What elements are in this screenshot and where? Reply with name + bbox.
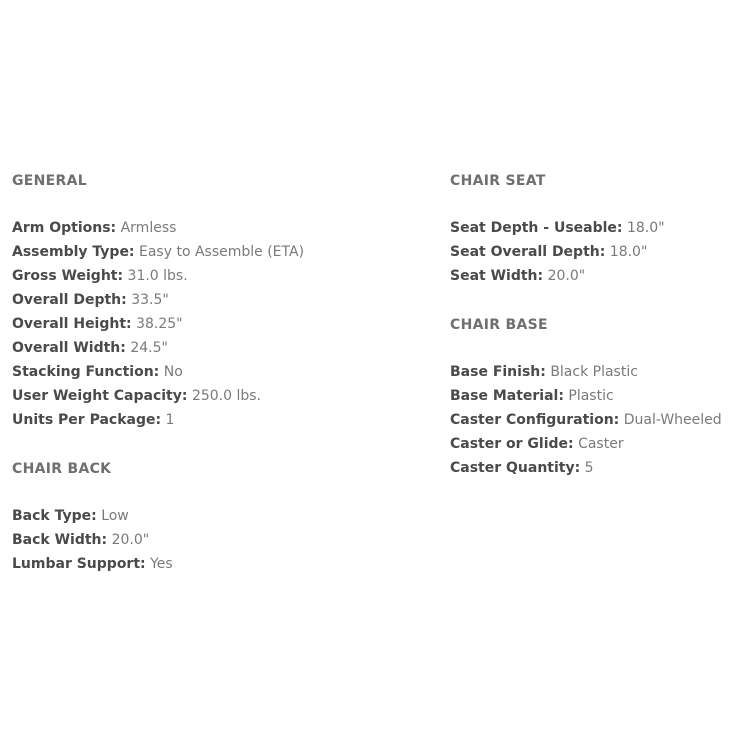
- spec-label: Caster Configuration:: [450, 412, 620, 428]
- spec-value: 5: [584, 460, 594, 476]
- spec-label: Seat Depth - Useable:: [450, 220, 623, 236]
- spec-list: [12, 216, 432, 432]
- spec-row-units-per-package: [12, 408, 432, 432]
- spec-label: Overall Depth:: [12, 292, 127, 308]
- spec-value: Caster: [578, 436, 624, 452]
- spec-row-back-width: [12, 528, 432, 552]
- spec-list: [450, 216, 748, 288]
- section-heading: CHAIR BASE: [450, 317, 548, 333]
- spec-value: 20.0": [111, 532, 150, 548]
- spec-value: 1: [165, 412, 175, 428]
- spec-row-user-weight-capacity: [12, 384, 432, 408]
- spec-row-gross-weight: [12, 264, 432, 288]
- spec-label: Stacking Function:: [12, 364, 160, 380]
- section-chair-base: [450, 316, 748, 480]
- spec-label: Units Per Package:: [12, 412, 162, 428]
- section-heading: CHAIR BACK: [12, 461, 112, 477]
- spec-value: 24.5": [130, 340, 168, 356]
- spec-row-overall-width: [12, 336, 432, 360]
- spec-value: 250.0 lbs.: [191, 388, 261, 404]
- spec-label: Assembly Type:: [12, 244, 135, 260]
- spec-value: Easy to Assemble (ETA): [139, 244, 305, 260]
- spec-value: 33.5": [131, 292, 169, 308]
- spec-label: Caster Quantity:: [450, 460, 581, 476]
- spec-label: Base Material:: [450, 388, 564, 404]
- spec-label: Overall Width:: [12, 340, 126, 356]
- spec-value: Low: [101, 508, 129, 524]
- spec-value: 31.0 lbs.: [127, 268, 188, 284]
- spec-label: Back Width:: [12, 532, 108, 548]
- spec-label: Lumbar Support:: [12, 556, 146, 572]
- spec-label: User Weight Capacity:: [12, 388, 188, 404]
- section-heading: GENERAL: [12, 173, 87, 189]
- spec-row-seat-width: [450, 264, 748, 288]
- spec-row-seat-overall-depth: [450, 240, 748, 264]
- left-column: [12, 172, 432, 576]
- spec-row-caster-quantity: [450, 456, 748, 480]
- spec-label: Base Finish:: [450, 364, 546, 380]
- spec-list: [450, 360, 748, 480]
- spec-row-assembly-type: [12, 240, 432, 264]
- spec-value: 18.0": [626, 220, 665, 236]
- spec-row-caster-or-glide: [450, 432, 748, 456]
- spec-row-back-type: [12, 504, 432, 528]
- spec-row-base-finish: [450, 360, 748, 384]
- spec-row-overall-depth: [12, 288, 432, 312]
- spec-row-caster-configuration: [450, 408, 748, 432]
- spec-list: [12, 504, 432, 576]
- spec-row-base-material: [450, 384, 748, 408]
- section-chair-back: [12, 460, 432, 576]
- spec-value: 38.25": [136, 316, 183, 332]
- spec-row-stacking-function: [12, 360, 432, 384]
- spec-row-arm-options: [12, 216, 432, 240]
- section-general: [12, 172, 432, 432]
- spec-label: Seat Overall Depth:: [450, 244, 606, 260]
- spec-label: Seat Width:: [450, 268, 544, 284]
- spec-row-seat-depth-useable: [450, 216, 748, 240]
- section-heading: CHAIR SEAT: [450, 173, 546, 189]
- section-chair-seat: [450, 172, 748, 288]
- spec-row-lumbar-support: [12, 552, 432, 576]
- spec-value: Black Plastic: [550, 364, 638, 380]
- spec-value: 20.0": [547, 268, 586, 284]
- spec-value: Yes: [150, 556, 173, 572]
- right-column: [450, 172, 748, 480]
- spec-label: Caster or Glide:: [450, 436, 574, 452]
- spec-value: 18.0": [609, 244, 648, 260]
- spec-label: Gross Weight:: [12, 268, 124, 284]
- spec-label: Back Type:: [12, 508, 97, 524]
- spec-label: Arm Options:: [12, 220, 117, 236]
- spec-label: Overall Height:: [12, 316, 132, 332]
- spec-row-overall-height: [12, 312, 432, 336]
- spec-value: Armless: [120, 220, 177, 236]
- spec-value: Plastic: [568, 388, 614, 404]
- spec-value: No: [163, 364, 183, 380]
- spec-value: Dual-Wheeled: [623, 412, 722, 428]
